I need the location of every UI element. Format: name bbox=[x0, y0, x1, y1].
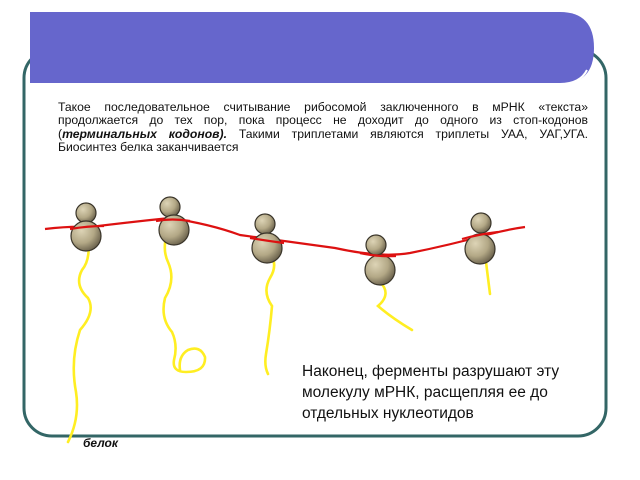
final-caption: Наконец, ферменты разрушают эту молекулу мРНК, расщепляя ее до отдельных нуклеотидов bbox=[302, 363, 560, 422]
intro-text-part1: Такое последовательное считывание рибосомой заключенного в мРНК «текста» продолжается до тех пор, пока процесс не доходит до одного из стоп-кодонов ( bbox=[58, 100, 588, 141]
intro-paragraph bbox=[58, 101, 588, 155]
intro-text-part2: Такими триплетами являются триплеты УАА, УАГ,УГА. Биосинтез белка заканчивается bbox=[58, 126, 588, 155]
protein-label: белок bbox=[83, 436, 118, 450]
intro-text-emphasis: терминальных кодонов). bbox=[62, 126, 227, 141]
header-band bbox=[30, 12, 594, 84]
